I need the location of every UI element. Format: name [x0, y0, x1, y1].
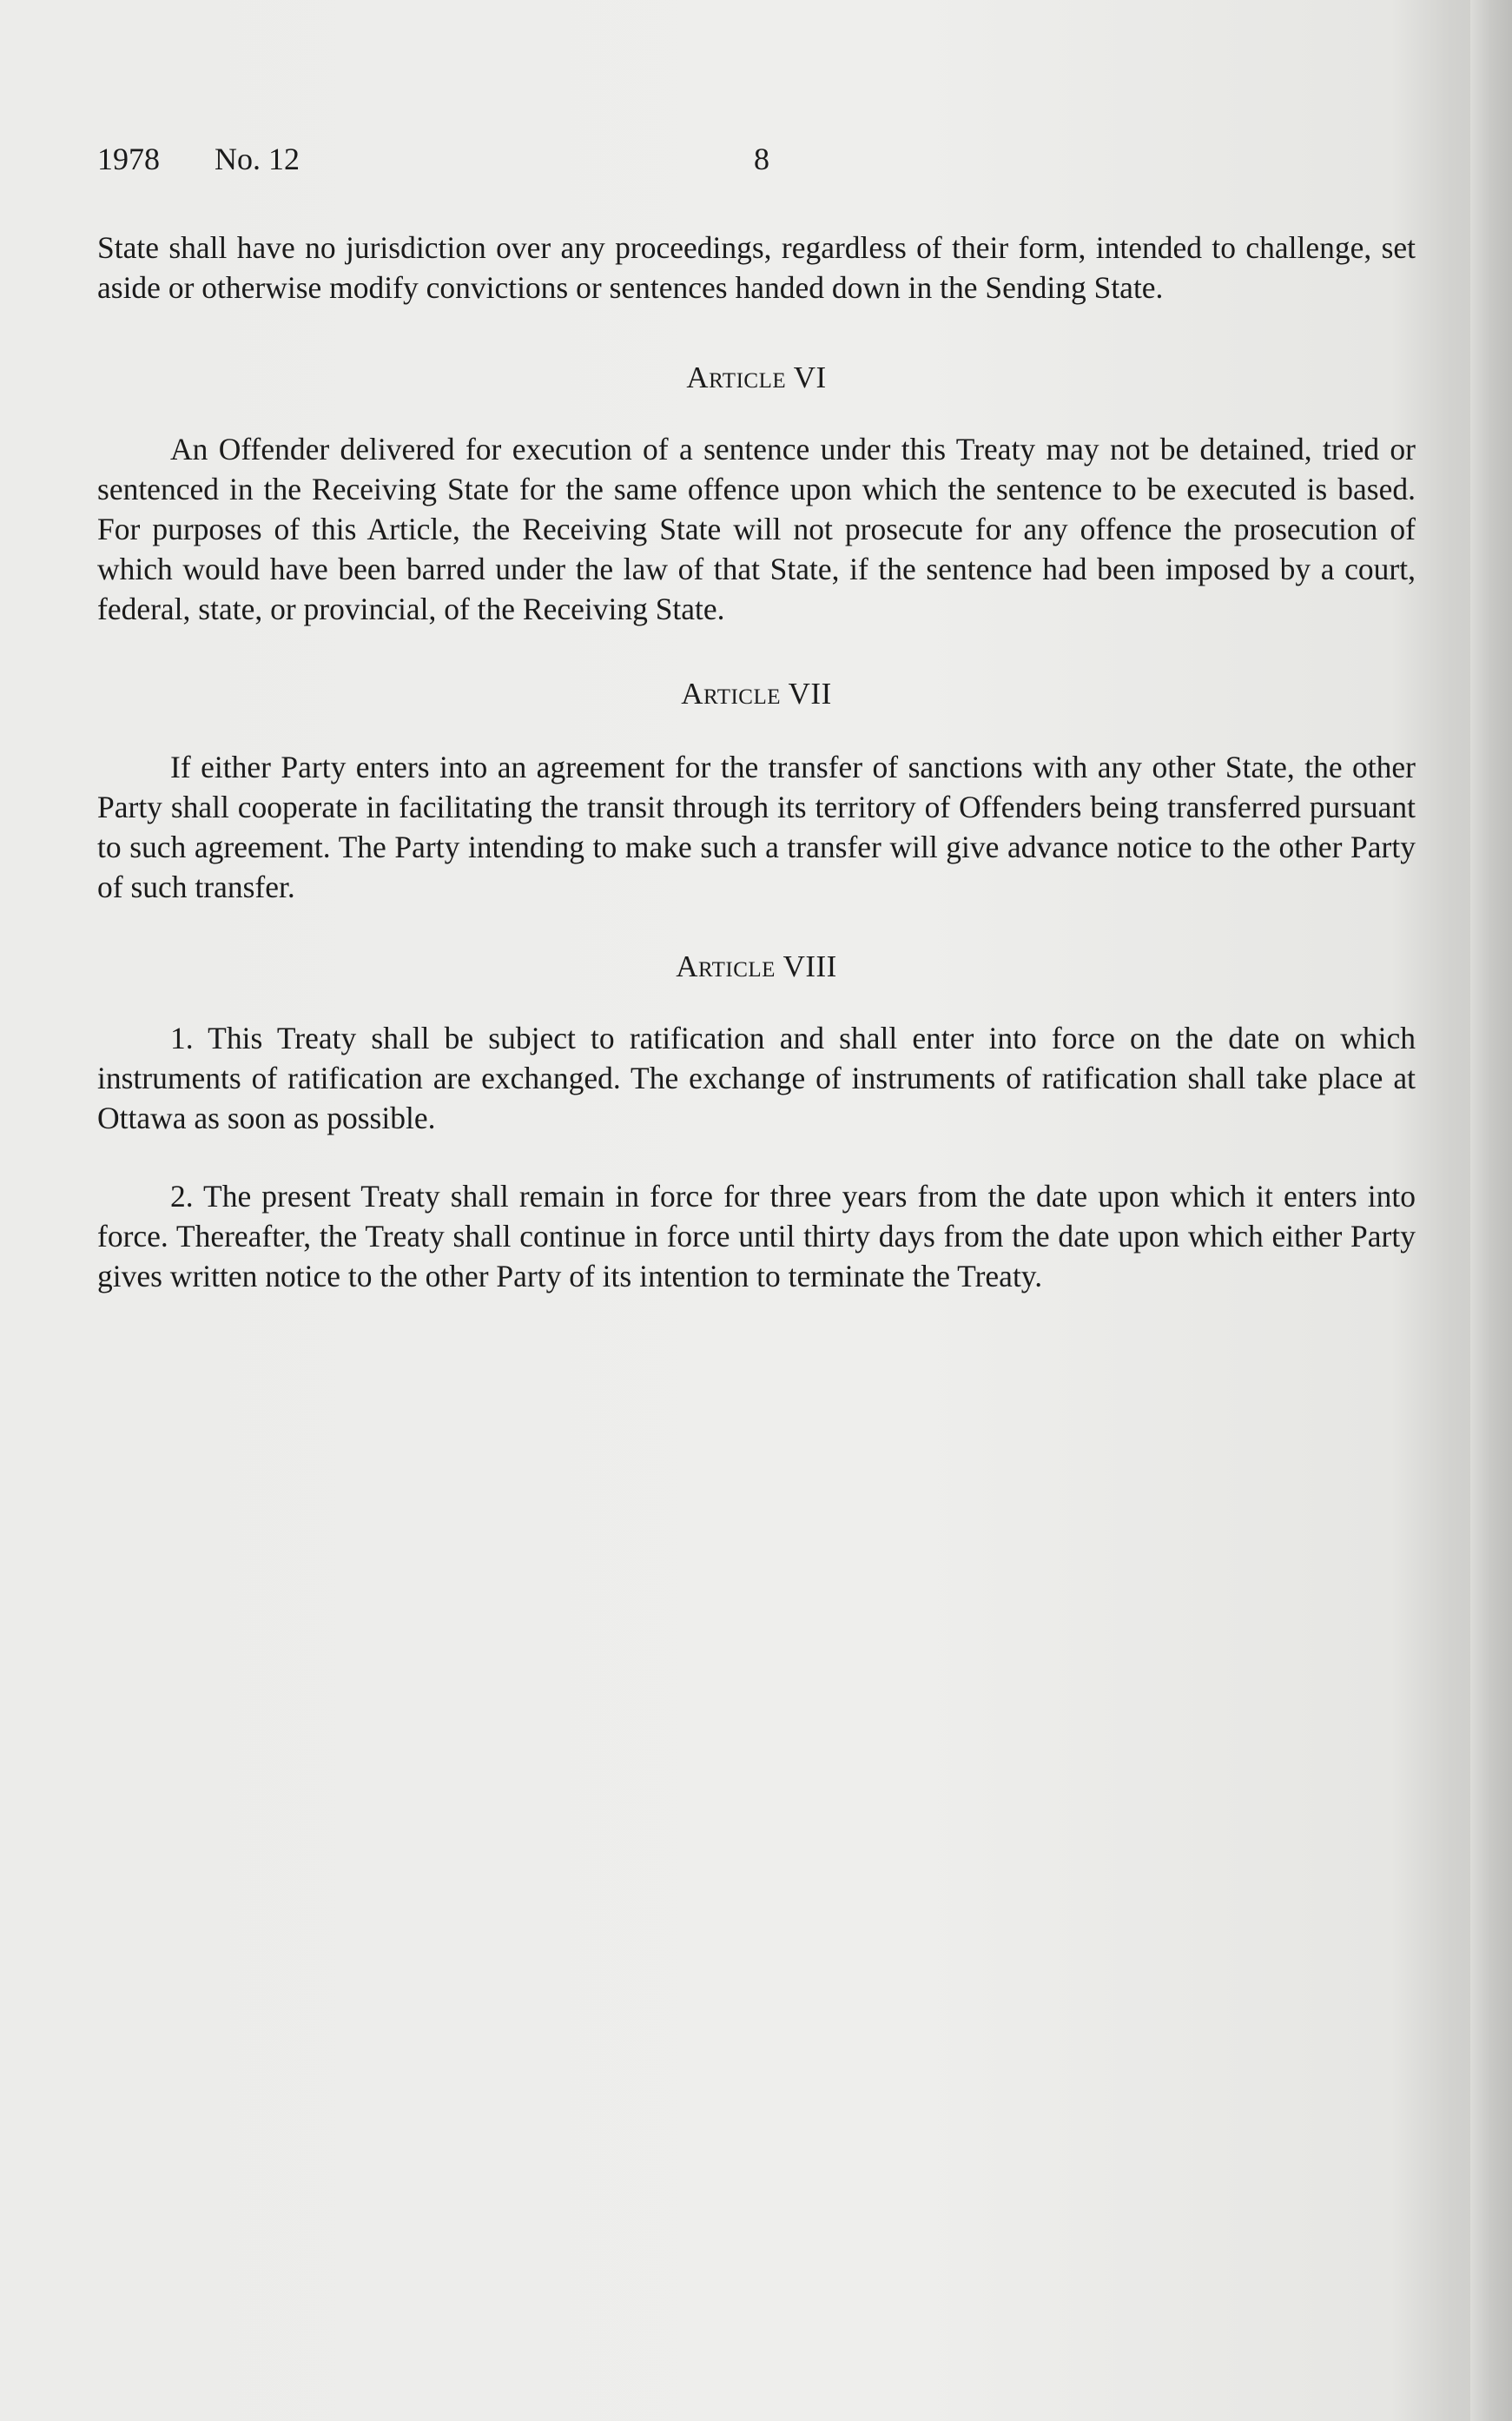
- header-number: No. 12: [215, 142, 300, 176]
- intro-paragraph: State shall have no jurisdiction over any proceedings, regardless of their form, intended to challenge, set aside or otherwise modify convictions or sentences handed down in the Sending State.: [97, 230, 1416, 305]
- article-7-heading: Article VII: [681, 677, 832, 711]
- article-7-text: If either Party enters into an agreement for the transfer of sanctions with any other State, the other Party shall cooperate in facilitating the transit through its territory of Offenders being transferred pursuant to such agreement. The Party intending to make such a transfer will give advance notice to the other Party of such transfer.: [97, 750, 1416, 904]
- page-number: 8: [754, 142, 769, 176]
- article-6-text: An Offender delivered for execution of a sentence under this Treaty may not be detained, tried or sentenced in the Receiving State for the same offence upon which the sentence to be executed is based. For purposes of this Article, the Receiving State will not prosecute for any offence the prosecution of which would have been barred under the law of that State, if the sentence had been imposed by a court, federal, state, or provincial, of the Receiving State.: [97, 432, 1416, 626]
- article-8-heading: Article VIII: [676, 949, 837, 983]
- page-edge-shadow: [1470, 0, 1512, 2421]
- document-body: [97, 228, 1416, 1296]
- header-year: 1978: [97, 142, 160, 176]
- article-8-para-2: 2. The present Treaty shall remain in force for three years from the date upon which it enters into force. Thereafter, the Treaty shall continue in force until thirty days from the date upon which either Party gives written notice to the other Party of its intention to terminate the Treaty.: [97, 1179, 1416, 1293]
- article-8-para-1: 1. This Treaty shall be subject to ratification and shall enter into force on the date on which instruments of ratification are exchanged. The exchange of instruments of ratification shall take place at Ottawa as soon as possible.: [97, 1021, 1416, 1135]
- article-6-heading: Article VI: [686, 361, 827, 394]
- page-header: [97, 137, 1400, 181]
